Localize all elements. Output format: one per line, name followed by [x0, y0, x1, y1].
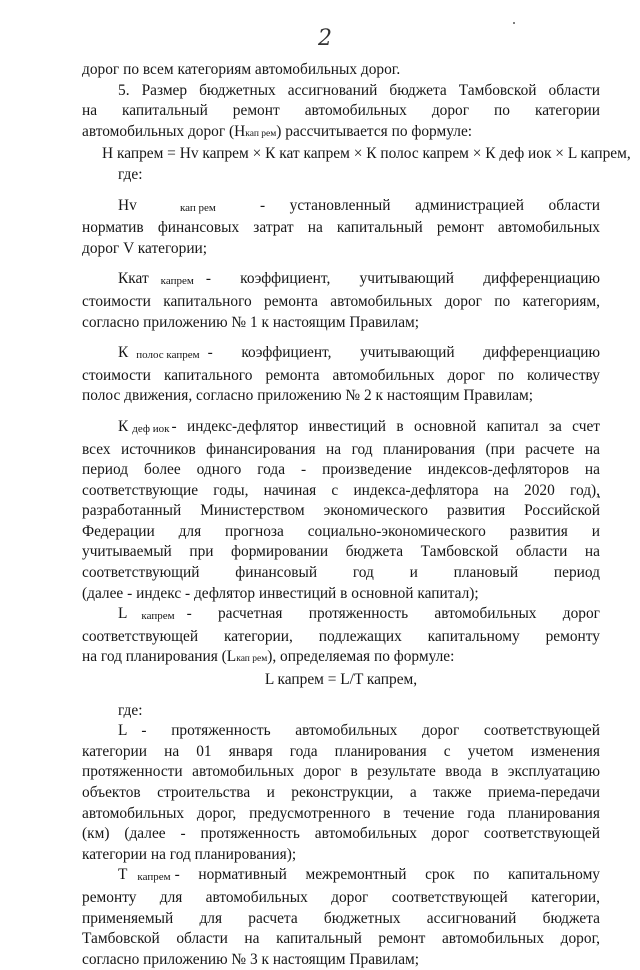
term-kkat-line: стоимости капитального ремонта автомобильных дорог по категориям,	[82, 292, 600, 310]
term-kpolos-line: стоимости капитального ремонта автомобильных дорог по количеству	[82, 366, 600, 384]
text-fragment: на год планирования (L	[82, 648, 237, 666]
term-t-line	[82, 865, 600, 888]
term-kdef-line: Федерации для прогноза социально-экономического развития и	[82, 522, 600, 540]
term-text: - расчетная протяженность автомобильных дорог	[186, 605, 600, 623]
page-number: 2	[318, 26, 332, 51]
term-hv-line	[82, 196, 600, 219]
scan-speck	[513, 22, 515, 24]
subscript: кап рем	[245, 128, 277, 139]
text-fragment: автомобильных дорог (Н	[82, 122, 246, 140]
term-l-length-line: протяженности автомобильных дорог в результате ввода в эксплуатацию	[82, 763, 600, 781]
where-label: где:	[118, 701, 143, 719]
term-l-line	[82, 604, 600, 627]
paragraph-5-line: 5. Размер бюджетных ассигнований бюджета Тамбовской области	[118, 81, 600, 99]
term-l-length-line: категории на 01 января года планирования с учетом изменения	[82, 742, 600, 760]
term-symbol: L	[118, 722, 128, 740]
term-kdef-line: соответствующие годы, начиная с индекса-дефлятора на 2020 год),	[82, 481, 600, 499]
term-l-length-line: объектов строительства и реконструкции, а также приема-передачи	[82, 784, 600, 801]
term-kpolos-line	[82, 343, 600, 366]
term-t-line: Тамбовской области на капитальный ремонт автомобильных дорог,	[82, 930, 600, 948]
term-symbol: Ккат	[118, 270, 149, 288]
term-kdef-line: (далее - индекс - дефлятор инвестиций в основной капитал);	[82, 584, 479, 602]
subscript: кап рем	[180, 201, 216, 214]
where-label: где:	[118, 165, 143, 183]
paragraph-5-line: на капитальный ремонт автомобильных дорог по категории	[82, 102, 600, 120]
document-body	[82, 60, 631, 970]
term-text: - коэффициент, учитывающий дифференциацию	[207, 344, 600, 362]
term-symbol: Нv	[118, 196, 137, 214]
text-fragment: ), определяемая по формуле:	[267, 648, 455, 666]
subscript: капрем	[141, 610, 175, 623]
term-kkat-line: согласно приложению № 1 к настоящим Правилам;	[82, 313, 420, 331]
term-text: - протяженность автомобильных дорог соответствующей	[141, 722, 600, 740]
text-fragment: ) рассчитывается по формуле:	[276, 122, 473, 140]
term-l-length-line: (км) (далее - протяженность автомобильных дорог соответствующей	[82, 825, 600, 843]
subscript: капрем	[137, 871, 171, 884]
term-kdef-line: разработанный Министерством экономического развития Российской	[82, 502, 600, 520]
term-symbol: К	[118, 417, 129, 435]
formula-2: L капрем = L/T капрем,	[264, 671, 418, 689]
term-text: - установленный администрацией области	[260, 196, 600, 214]
term-text: - индекс-дефлятор инвестиций в основной капитал за счет	[171, 417, 600, 435]
subscript: капрем	[160, 275, 194, 288]
term-l-line	[82, 647, 600, 670]
term-t-line: согласно приложению № 3 к настоящим Правилам;	[82, 950, 420, 968]
term-hv-line: дорог V категории;	[82, 239, 208, 257]
term-l-length-line: автомобильных дорог, предусмотренного в течение года планирования	[82, 804, 600, 822]
subscript: кап рем	[236, 654, 268, 665]
term-kdef-line: всех источников финансирования на год планирования (при расчете на	[82, 440, 600, 458]
paragraph-5-line	[82, 122, 600, 145]
term-l-length-line	[82, 721, 600, 742]
term-symbol: Т	[118, 866, 128, 884]
term-text: - нормативный межремонтный срок по капитальному	[174, 866, 600, 884]
term-t-line: ремонту для автомобильных дорог соответствующей категории,	[82, 888, 600, 906]
term-symbol: К	[118, 344, 129, 362]
term-t-line: применяемый для расчета бюджетных ассигнований бюджета	[82, 909, 600, 927]
subscript: полос капрем	[136, 349, 200, 362]
term-hv-line: норматив финансовых затрат на капитальный ремонт автомобильных	[82, 219, 600, 237]
term-text: - коэффициент, учитывающий дифференциацию	[205, 270, 600, 288]
formula-1: Н капрем = Нv капрем × К кат капрем × К полос капрем × К деф иок × L капрем,	[102, 145, 631, 163]
term-kdef-line	[82, 417, 600, 440]
term-l-length-line: категории на год планирования);	[82, 845, 297, 863]
term-kdef-line: период более одного года - произведение индексов-дефляторов на	[82, 461, 600, 479]
term-kkat-line	[82, 269, 600, 292]
term-kdef-line: соответствующий финансовый год и плановый период	[82, 564, 600, 582]
subscript: деф иок	[132, 422, 170, 435]
text-line: дорог по всем категориям автомобильных дорог.	[82, 61, 401, 78]
term-l-line: соответствующей категории, подлежащих капитальному ремонту	[82, 627, 600, 645]
term-kdef-line: учитываемый при формировании бюджета Тамбовской области на	[82, 543, 600, 561]
term-symbol: L	[118, 605, 128, 623]
term-kpolos-line: полос движения, согласно приложению № 2 к настоящим Правилам;	[82, 387, 534, 405]
